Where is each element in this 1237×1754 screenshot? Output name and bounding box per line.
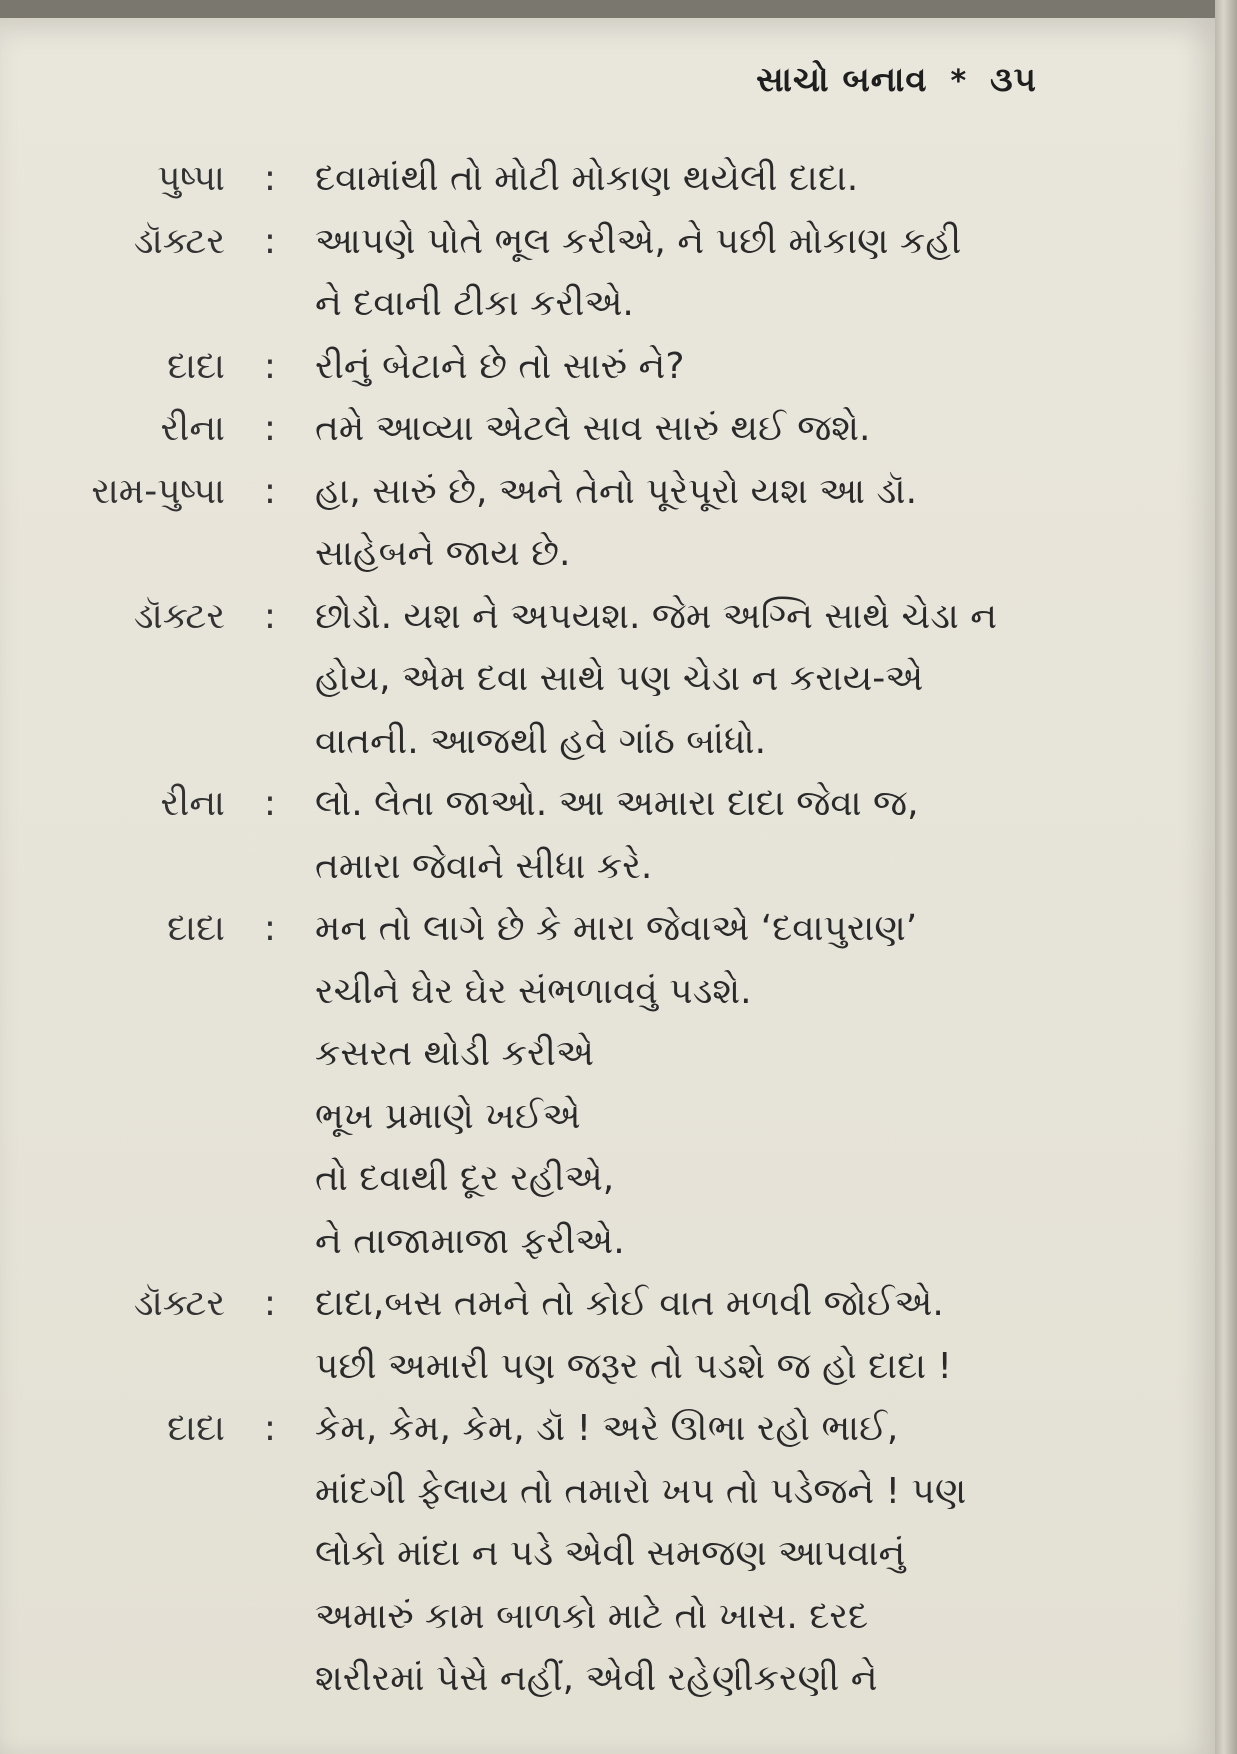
speaker-name: રીના [160,783,225,824]
chapter-title: સાચો બનાવ [756,60,928,100]
speaker-colon: : [263,158,277,199]
dialogue-entry [0,586,1100,774]
speaker-colon: : [263,470,277,512]
speaker-colon: : [263,345,277,387]
speaker-colon: : [263,783,277,824]
dialogue-line: મન તો લાગે છે કે મારા જેવાએ ‘દવાપુરાણ’ [315,908,918,949]
dialogue-line: કેમ, કેમ, કેમ, ડૉ ! અરે ઊભા રહો ભાઈ, [315,1408,899,1449]
dialogue-line: આપણે પોતે ભૂલ કરીએ, ને પછી મોકાણ કહી [315,220,962,262]
dialogue-line: ને તાજામાજા ફરીએ. [315,1220,625,1262]
dialogue-line: લો. લેતા જાઓ. આ અમારા દાદા જેવા જ, [315,783,919,824]
speaker-name: પુષ્પા [157,158,225,199]
dialogue-line: વાતની. આજથી હવે ગાંઠ બાંધો. [315,720,767,762]
dialogue-line: શરીરમાં પેસે નહીં, એવી રહેણીકરણી ને [315,1658,878,1699]
dialogue-line: લોકો માંદા ન પડે એવી સમજણ આપવાનું [315,1533,906,1574]
dialogue-entry [0,773,1100,898]
dialogue-line: અમારું કામ બાળકો માટે તો ખાસ. દરદ [315,1595,869,1637]
speaker-name: દાદા [167,908,225,949]
dialogue-entry [0,898,1100,1273]
dialogue-line: હા, સારું છે, અને તેનો પૂરેપૂરો યશ આ ડૉ. [315,470,918,512]
speaker-name: દાદા [167,345,225,387]
speaker-name: દાદા [167,1408,225,1449]
dialogue-entry [0,461,1100,586]
dialogue-entry [0,211,1100,336]
speaker-colon: : [263,1283,277,1324]
header-separator: * [950,64,968,99]
dialogue-line: છોડો. યશ ને અપયશ. જેમ અગ્નિ સાથે ચેડા ન [315,595,998,637]
speaker-name: ડૉક્ટર [133,220,225,262]
dialogue-line: તો દવાથી દૂર રહીએ, [315,1158,615,1199]
dialogue-line: માંદગી ફેલાય તો તમારો ખપ તો પડેજને ! પણ [315,1470,967,1512]
speaker-name: રામ-પુષ્પા [91,470,225,512]
dialogue-text [315,398,1100,461]
speaker-colon: : [263,220,277,262]
dialogue-line: તમારા જેવાને સીધા કરે. [315,845,653,887]
page-edge [1215,0,1237,1754]
dialogue-entry [0,1398,1100,1711]
dialogue-line: રીનું બેટાને છે તો સારું ને? [315,345,685,387]
speaker-colon: : [263,408,277,449]
dialogue-text [315,1273,1100,1398]
dialogue-text [315,461,1100,586]
dialogue-text [315,898,1100,1273]
dialogue-text [315,773,1100,898]
dialogue-text [315,336,1100,399]
dialogue-entry [0,336,1100,399]
dialogue-line: પછી અમારી પણ જરૂર તો પડશે જ હો દાદા ! [315,1345,952,1387]
dialogue-line: ભૂખ પ્રમાણે ખઈએ [315,1095,581,1137]
speaker-name: ડૉક્ટર [133,595,225,637]
dialogue-line: દવામાંથી તો મોટી મોકાણ થયેલી દાદા. [315,158,859,199]
dialogue-line: તમે આવ્યા એટલે સાવ સારું થઈ જશે. [315,408,871,449]
dialogue-line: સાહેબને જાય છે. [315,533,571,574]
dialogue-entry [0,398,1100,461]
dialogue-text [315,586,1100,774]
dialogue-entry [0,1273,1100,1398]
page-number: ૩૫ [990,60,1037,100]
dialogue-line: દાદા,બસ તમને તો કોઈ વાત મળવી જોઈએ. [315,1283,944,1324]
speaker-colon: : [263,1408,277,1449]
speaker-colon: : [263,595,277,637]
dialogue-line: હોય, એમ દવા સાથે પણ ચેડા ન કરાય-એ [315,658,924,699]
dialogue-text [315,1398,1100,1711]
page-header [756,60,1037,100]
speaker-name: રીના [160,408,225,449]
speaker-colon: : [263,908,277,949]
dialogue-script [0,148,1100,1711]
dialogue-line: ને દવાની ટીકા કરીએ. [315,283,634,324]
dialogue-line: રચીને ઘેર ઘેર સંભળાવવું પડશે. [315,970,752,1012]
dialogue-line: કસરત થોડી કરીએ [315,1033,594,1074]
dialogue-entry [0,148,1100,211]
dialogue-text [315,148,1100,211]
speaker-name: ડૉક્ટર [133,1283,225,1324]
dialogue-text [315,211,1100,336]
